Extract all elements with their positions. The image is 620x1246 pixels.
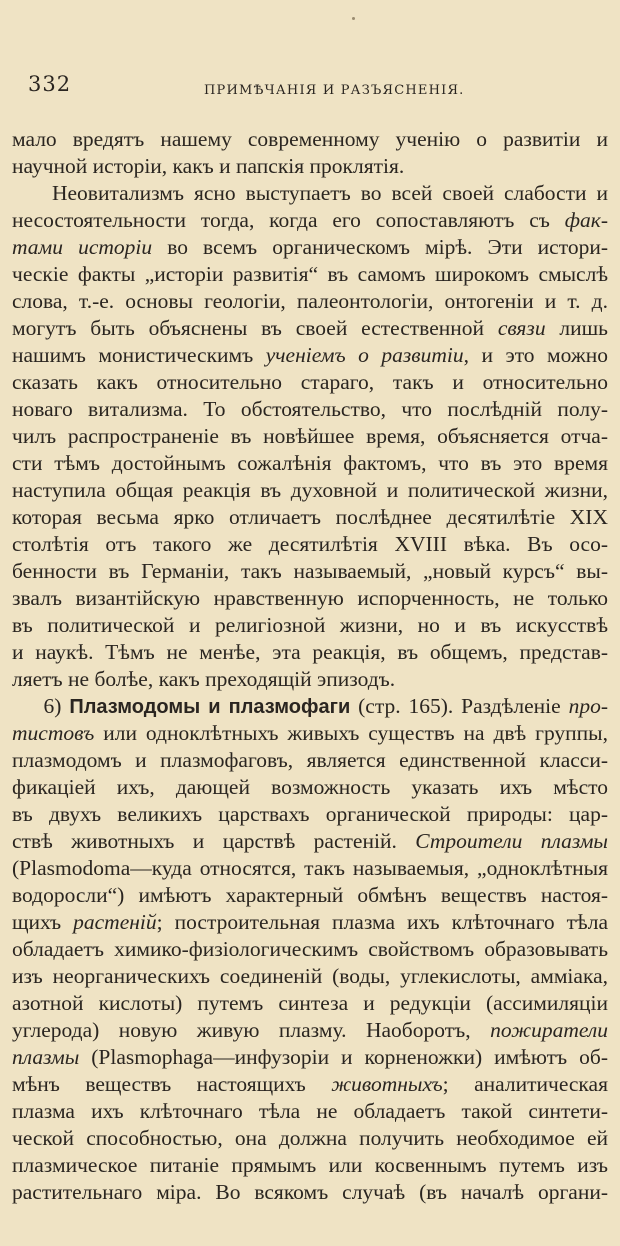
text-line: ляетъ не болѣе, какъ преходящій эпизодъ. [12, 667, 396, 691]
text-line: плазма ихъ клѣточнаго тѣла не обладаетъ такой синтети- [12, 1099, 608, 1123]
text-line: сти тѣмъ достойнымъ сожалѣнія фактомъ, что въ это время [12, 451, 608, 475]
text-line: въ политической и религіозной жизни, но и въ искусствѣ [12, 613, 608, 637]
text-line: (Plasmodoma—куда относятся, такъ называемыя, „одноклѣтныя [12, 856, 608, 880]
text-line: могутъ быть объяснены въ своей естественной связи лишь [12, 316, 608, 340]
page-header [28, 72, 588, 102]
text-line: бенности въ Германіи, такъ называемый, „новый курсъ“ вы- [12, 559, 608, 583]
text-line: плазмодомъ и плазмофаговъ, является единственной класси- [12, 748, 608, 772]
text-line: изъ неорганическихъ соединеній (воды, углекислоты, амміака, [12, 964, 608, 988]
text-line: плазмическое питаніе прямымъ или косвеннымъ путемъ изъ [12, 1153, 608, 1177]
section-heading-line: 6) Плазмодомы и плазмофаги (стр. 165). Раздѣленіе про- [12, 694, 608, 718]
text-line: новаго витализма. То обстоятельство, что послѣдній полу- [12, 397, 608, 421]
text-line: щихъ растеній; построительная плазма ихъ клѣточнаго тѣла [12, 910, 608, 934]
text-line: сказать какъ относительно стараго, такъ и относительно [12, 370, 608, 394]
text-line: слова, т.-е. основы геологіи, палеонтологіи, онтогеніи и т. д. [12, 289, 608, 313]
text-line: несостоятельности тогда, когда его сопоставляютъ съ фак- [12, 208, 608, 232]
text-line: нашимъ монистическимъ ученіемъ о развитіи, и это можно [12, 343, 608, 367]
text-line: ствѣ животныхъ и царствѣ растеній. Строители плазмы [12, 829, 608, 853]
text-line: углерода) новую живую плазму. Наоборотъ, пожиратели [12, 1018, 608, 1042]
text-line: которая весьма ярко отличаетъ послѣднее десятилѣтіе XIX [12, 505, 608, 529]
text-line: звалъ византійскую нравственную испорченность, не только [12, 586, 608, 610]
text-line: наступила общая реакція въ духовной и политической жизни, [12, 478, 608, 502]
text-line: ческой способностью, она должна получить необходимое ей [12, 1126, 608, 1150]
text-line: водоросли“) имѣютъ характерный обмѣнъ веществъ настоя- [12, 883, 608, 907]
text-line: растительнаго міра. Во всякомъ случаѣ (въ началѣ органи- [12, 1180, 608, 1204]
text-line: и наукѣ. Тѣмъ не менѣе, эта реакція, въ общемъ, представ- [12, 640, 608, 664]
page-number: 332 [28, 72, 72, 96]
text-line: фикаціей ихъ, дающей возможность указать ихъ мѣсто [12, 775, 608, 799]
text-line: азотной кислоты) путемъ синтеза и редукціи (ассимиляціи [12, 991, 608, 1015]
text-line: мало вредятъ нашему современному ученію о развитіи и [12, 127, 608, 151]
print-speck [352, 17, 355, 20]
text-line: чилъ распространеніе въ новѣйшее время, объясняется отча- [12, 424, 608, 448]
text-line: Неовитализмъ ясно выступаетъ во всей своей слабости и [12, 181, 608, 205]
running-head: ПРИМѢЧАНІЯ И РАЗЪЯСНЕНІЯ. [204, 83, 465, 98]
text-line: мѣнъ веществъ настоящихъ животныхъ; аналитическая [12, 1072, 608, 1096]
text-line: тистовъ или одноклѣтныхъ живыхъ существъ на двѣ группы, [12, 721, 608, 745]
text-line: столѣтія отъ такого же десятилѣтія XVIII вѣка. Въ осо- [12, 532, 608, 556]
text-line: плазмы (Plasmophaga—инфузоріи и корненожки) имѣютъ об- [12, 1045, 608, 1069]
text-line: обладаетъ химико-физіологическимъ свойствомъ образовывать [12, 937, 608, 961]
section-heading: Плазмодомы и плазмофаги [69, 696, 351, 718]
text-line: въ двухъ великихъ царствахъ органической природы: цар- [12, 802, 608, 826]
text-line: научной исторіи, какъ и папскія проклятія. [12, 154, 405, 178]
text-line: ческіе факты „исторіи развитія“ въ самомъ широкомъ смыслѣ [12, 262, 608, 286]
text-line: тами исторіи во всемъ органическомъ мірѣ. Эти истори- [12, 235, 608, 259]
